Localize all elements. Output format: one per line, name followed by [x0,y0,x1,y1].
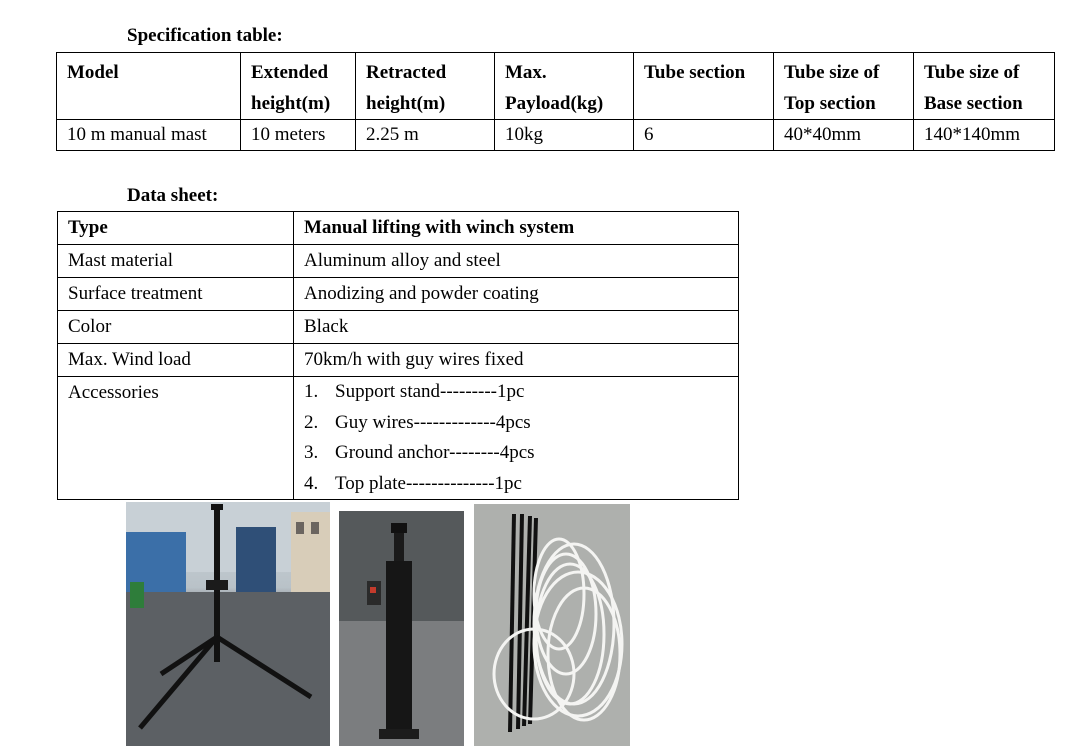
spec-header-retracted: Retracted height(m) [356,53,495,120]
spec-header-payload: Max. Payload(kg) [495,53,634,120]
spec-cell-tube-section: 6 [634,120,774,151]
list-item: 4. Top plate--------------1pc [304,472,522,494]
data-key: Color [58,311,294,344]
spec-header-model: Model [57,53,241,120]
specification-table [56,52,1055,151]
data-row-material [58,245,739,278]
data-key: Max. Wind load [58,344,294,377]
spec-data-row [57,120,1055,151]
retracted-mast-photo [339,511,464,746]
list-item: 2. Guy wires-------------4pcs [304,411,531,433]
data-sheet-table [57,211,739,500]
mast-on-tripod-photo [126,502,330,746]
data-row-color [58,311,739,344]
data-key: Mast material [58,245,294,278]
spec-header-base-size: Tube size of Base section [914,53,1055,120]
data-value: Black [294,311,739,344]
accessories-cell [294,377,739,500]
spec-cell-extended: 10 meters [241,120,356,151]
data-key: Accessories [58,377,294,500]
data-row-wind-load [58,344,739,377]
data-row-accessories [58,377,739,500]
data-value: 70km/h with guy wires fixed [294,344,739,377]
data-key: Surface treatment [58,278,294,311]
spec-cell-retracted: 2.25 m [356,120,495,151]
spec-cell-top-size: 40*40mm [774,120,914,151]
data-row-surface [58,278,739,311]
data-value: Aluminum alloy and steel [294,245,739,278]
specification-heading: Specification table: [127,25,283,46]
accessories-list [304,377,728,499]
spec-cell-payload: 10kg [495,120,634,151]
list-item: 3. Ground anchor--------4pcs [304,442,535,463]
data-sheet-heading: Data sheet: [127,185,219,206]
spec-header-extended: Extended height(m) [241,53,356,120]
data-value: Anodizing and powder coating [294,278,739,311]
data-value: Manual lifting with winch system [294,212,739,245]
spec-header-top-size: Tube size of Top section [774,53,914,120]
spec-cell-model: 10 m manual mast [57,120,241,151]
data-key: Type [58,212,294,245]
spec-cell-base-size: 140*140mm [914,120,1055,151]
spec-header-tube-section: Tube section [634,53,774,120]
guy-wires-and-anchors-photo [474,504,630,746]
spec-header-row [57,53,1055,120]
list-item: 1. Support stand---------1pc [304,381,525,402]
data-row-type [58,212,739,245]
